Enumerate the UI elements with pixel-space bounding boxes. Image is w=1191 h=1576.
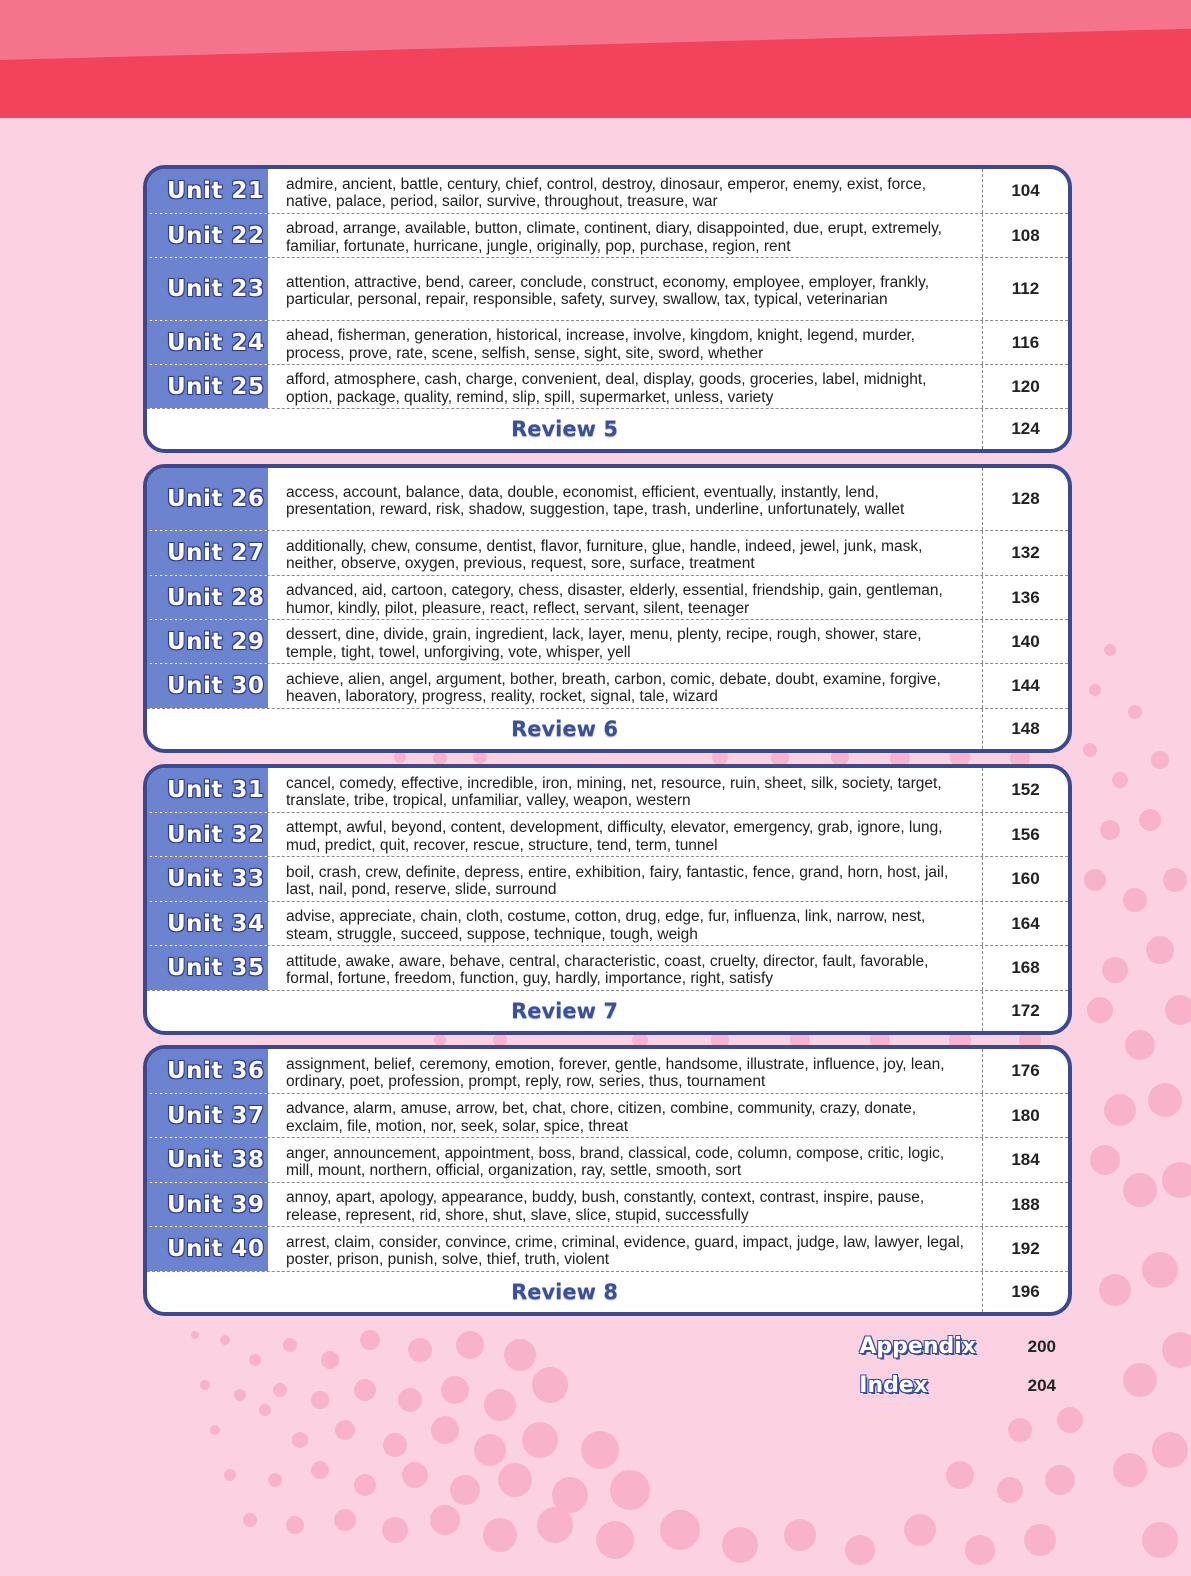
- unit-page-number: 152: [982, 768, 1068, 812]
- unit-row[interactable]: [147, 321, 1068, 365]
- review-label: Review 8: [511, 1280, 618, 1304]
- unit-label: Unit 27: [147, 531, 268, 575]
- unit-page-number: 176: [982, 1049, 1068, 1093]
- unit-row[interactable]: [147, 365, 1068, 409]
- unit-word-list: dessert, dine, divide, grain, ingredient, lack, layer, menu, plenty, recipe, rough, shower, stare, temple, tight, towel, unforgiving, vote, whisper, yell: [286, 626, 922, 661]
- unit-row[interactable]: [147, 664, 1068, 709]
- unit-word-list: cancel, comedy, effective, incredible, iron, mining, net, resource, ruin, sheet, silk, society, target, translate, tribe, tropical, unfamiliar, valley, weapon, western: [286, 774, 942, 809]
- unit-word-list: afford, atmosphere, cash, charge, convenient, deal, display, goods, groceries, label, midnight, option, package, quality, remind, slip, spill, supermarket, unless, variety: [286, 371, 927, 406]
- unit-word-list: attempt, awful, beyond, content, development, difficulty, elevator, emergency, grab, ignore, lung, mud, predict, quit, recover, rescue, structure, tend, term, tunnel: [286, 819, 943, 854]
- unit-page-number: 108: [982, 214, 1068, 257]
- index-label: Index: [859, 1373, 928, 1398]
- unit-page-number: 168: [982, 946, 1068, 990]
- unit-row[interactable]: [147, 857, 1068, 902]
- unit-word-list: ahead, fisherman, generation, historical, increase, involve, kingdom, knight, legend, murder, process, prove, rate, scene, selfish, sense, sight, site, sword, whether: [286, 327, 915, 362]
- unit-word-list: admire, ancient, battle, century, chief, control, destroy, dinosaur, emperor, enemy, exist, force, native, palace, period, sailor, survive, throughout, treasure, war: [286, 175, 927, 210]
- unit-row[interactable]: [147, 620, 1068, 664]
- review-label: Review 7: [511, 999, 618, 1023]
- unit-label: Unit 38: [147, 1138, 268, 1182]
- unit-label: Unit 39: [147, 1183, 268, 1226]
- appendix-page-number: 200: [1027, 1336, 1056, 1356]
- unit-label: Unit 29: [147, 620, 268, 663]
- unit-page-number: 144: [982, 664, 1068, 708]
- review-page-number: 148: [982, 709, 1068, 749]
- unit-page-number: 112: [982, 258, 1068, 320]
- unit-row[interactable]: [147, 813, 1068, 857]
- unit-page-number: 160: [982, 857, 1068, 901]
- unit-row[interactable]: [147, 1049, 1068, 1094]
- unit-label: Unit 21: [147, 169, 268, 213]
- review-row[interactable]: [147, 409, 1068, 449]
- unit-row[interactable]: [147, 946, 1068, 991]
- unit-row[interactable]: [147, 468, 1068, 531]
- unit-word-list: access, account, balance, data, double, economist, efficient, eventually, instantly, lend, presentation, reward, risk, shadow, suggestion, tape, trash, underline, unfortunately, wallet: [286, 483, 905, 518]
- unit-word-list: additionally, chew, consume, dentist, flavor, furniture, glue, handle, indeed, jewel, junk, mask, neither, observe, oxygen, previous, request, sore, surface, treatment: [286, 537, 923, 572]
- unit-word-list: attention, attractive, bend, career, conclude, construct, economy, employee, employer, frankly, particular, personal, repair, responsible, safety, survey, swallow, tax, typical, veterinarian: [286, 273, 930, 308]
- unit-row[interactable]: [147, 258, 1068, 321]
- unit-label: Unit 37: [147, 1094, 268, 1137]
- unit-row[interactable]: [147, 902, 1068, 946]
- review-page-number: 196: [982, 1272, 1068, 1312]
- unit-label: Unit 23: [147, 258, 268, 320]
- unit-page-number: 120: [982, 365, 1068, 408]
- unit-section-3: [143, 764, 1072, 1035]
- unit-page-number: 132: [982, 531, 1068, 575]
- index-entry[interactable]: [778, 1373, 1056, 1398]
- unit-label: Unit 40: [147, 1227, 268, 1271]
- index-page-number: 204: [1027, 1375, 1056, 1395]
- unit-label: Unit 25: [147, 365, 268, 408]
- unit-word-list: advise, appreciate, chain, cloth, costume, cotton, drug, edge, fur, influenza, link, narrow, nest, steam, struggle, succeed, suppose, technique, tough, weigh: [286, 908, 926, 943]
- unit-label: Unit 24: [147, 321, 268, 364]
- unit-page-number: 140: [982, 620, 1068, 663]
- review-row[interactable]: [147, 709, 1068, 749]
- unit-label: Unit 22: [147, 214, 268, 257]
- unit-page-number: 136: [982, 576, 1068, 619]
- unit-section-2: [143, 464, 1072, 753]
- unit-page-number: 156: [982, 813, 1068, 856]
- unit-page-number: 188: [982, 1183, 1068, 1226]
- review-label: Review 6: [511, 717, 618, 741]
- unit-section-1: [143, 165, 1072, 453]
- review-row[interactable]: [147, 1272, 1068, 1312]
- unit-word-list: anger, announcement, appointment, boss, brand, classical, code, column, compose, critic, logic, mill, mount, northern, official, organization, ray, settle, smooth, sort: [286, 1144, 945, 1179]
- unit-label: Unit 30: [147, 664, 268, 708]
- unit-word-list: boil, crash, crew, definite, depress, entire, exhibition, fairy, fantastic, fence, grand, horn, host, jail, last, nail, pond, reserve, slide, surround: [286, 863, 949, 898]
- unit-page-number: 104: [982, 169, 1068, 213]
- unit-label: Unit 31: [147, 768, 268, 812]
- unit-label: Unit 32: [147, 813, 268, 856]
- unit-word-list: attitude, awake, aware, behave, central, characteristic, coast, cruelty, director, fault, favorable, formal, fortune, freedom, function, guy, hardly, importance, right, satisfy: [286, 952, 929, 987]
- appendix-label: Appendix: [859, 1334, 976, 1359]
- unit-row[interactable]: [147, 768, 1068, 813]
- unit-label: Unit 33: [147, 857, 268, 901]
- unit-page-number: 116: [982, 321, 1068, 364]
- unit-row[interactable]: [147, 531, 1068, 576]
- unit-row[interactable]: [147, 1227, 1068, 1272]
- unit-row[interactable]: [147, 576, 1068, 620]
- unit-label: Unit 34: [147, 902, 268, 945]
- unit-row[interactable]: [147, 1183, 1068, 1227]
- unit-word-list: advanced, aid, cartoon, category, chess, disaster, elderly, essential, friendship, gain, gentleman, humor, kindly, pilot, pleasure, react, reflect, servant, silent, teenager: [286, 582, 943, 617]
- unit-page-number: 192: [982, 1227, 1068, 1271]
- unit-word-list: annoy, apart, apology, appearance, buddy, bush, constantly, context, contrast, inspire, pause, release, represent, rid, shore, shut, slave, slice, stupid, successfully: [286, 1189, 925, 1224]
- appendix-entry[interactable]: [826, 1334, 1056, 1359]
- unit-word-list: advance, alarm, amuse, arrow, bet, chat, chore, citizen, combine, community, crazy, donate, exclaim, file, motion, nor, seek, solar, spice, threat: [286, 1100, 917, 1135]
- review-row[interactable]: [147, 991, 1068, 1031]
- unit-label: Unit 28: [147, 576, 268, 619]
- unit-section-4: [143, 1045, 1072, 1316]
- unit-word-list: arrest, claim, consider, convince, crime, criminal, evidence, guard, impact, judge, law, lawyer, legal, poster, prison, punish, solve, thief, truth, violent: [286, 1233, 964, 1268]
- unit-label: Unit 35: [147, 946, 268, 990]
- unit-row[interactable]: [147, 169, 1068, 214]
- unit-page-number: 180: [982, 1094, 1068, 1137]
- unit-row[interactable]: [147, 1138, 1068, 1183]
- unit-word-list: achieve, alien, angel, argument, bother, breath, carbon, comic, debate, doubt, examine, forgive, heaven, laboratory, progress, reality, rocket, signal, tale, wizard: [286, 670, 941, 705]
- unit-page-number: 184: [982, 1138, 1068, 1182]
- unit-label: Unit 26: [147, 468, 268, 530]
- unit-word-list: assignment, belief, ceremony, emotion, forever, gentle, handsome, illustrate, influence, joy, lean, ordinary, poet, profession, prompt, reply, row, series, thus, tournament: [286, 1055, 945, 1090]
- review-page-number: 124: [982, 409, 1068, 449]
- unit-page-number: 164: [982, 902, 1068, 945]
- unit-row[interactable]: [147, 1094, 1068, 1138]
- review-label: Review 5: [511, 417, 618, 441]
- unit-word-list: abroad, arrange, available, button, climate, continent, diary, disappointed, due, erupt, extremely, familiar, fortunate, hurricane, jungle, originally, pop, purchase, region, rent: [286, 220, 942, 255]
- unit-row[interactable]: [147, 214, 1068, 258]
- review-page-number: 172: [982, 991, 1068, 1031]
- unit-page-number: 128: [982, 468, 1068, 530]
- unit-label: Unit 36: [147, 1049, 268, 1093]
